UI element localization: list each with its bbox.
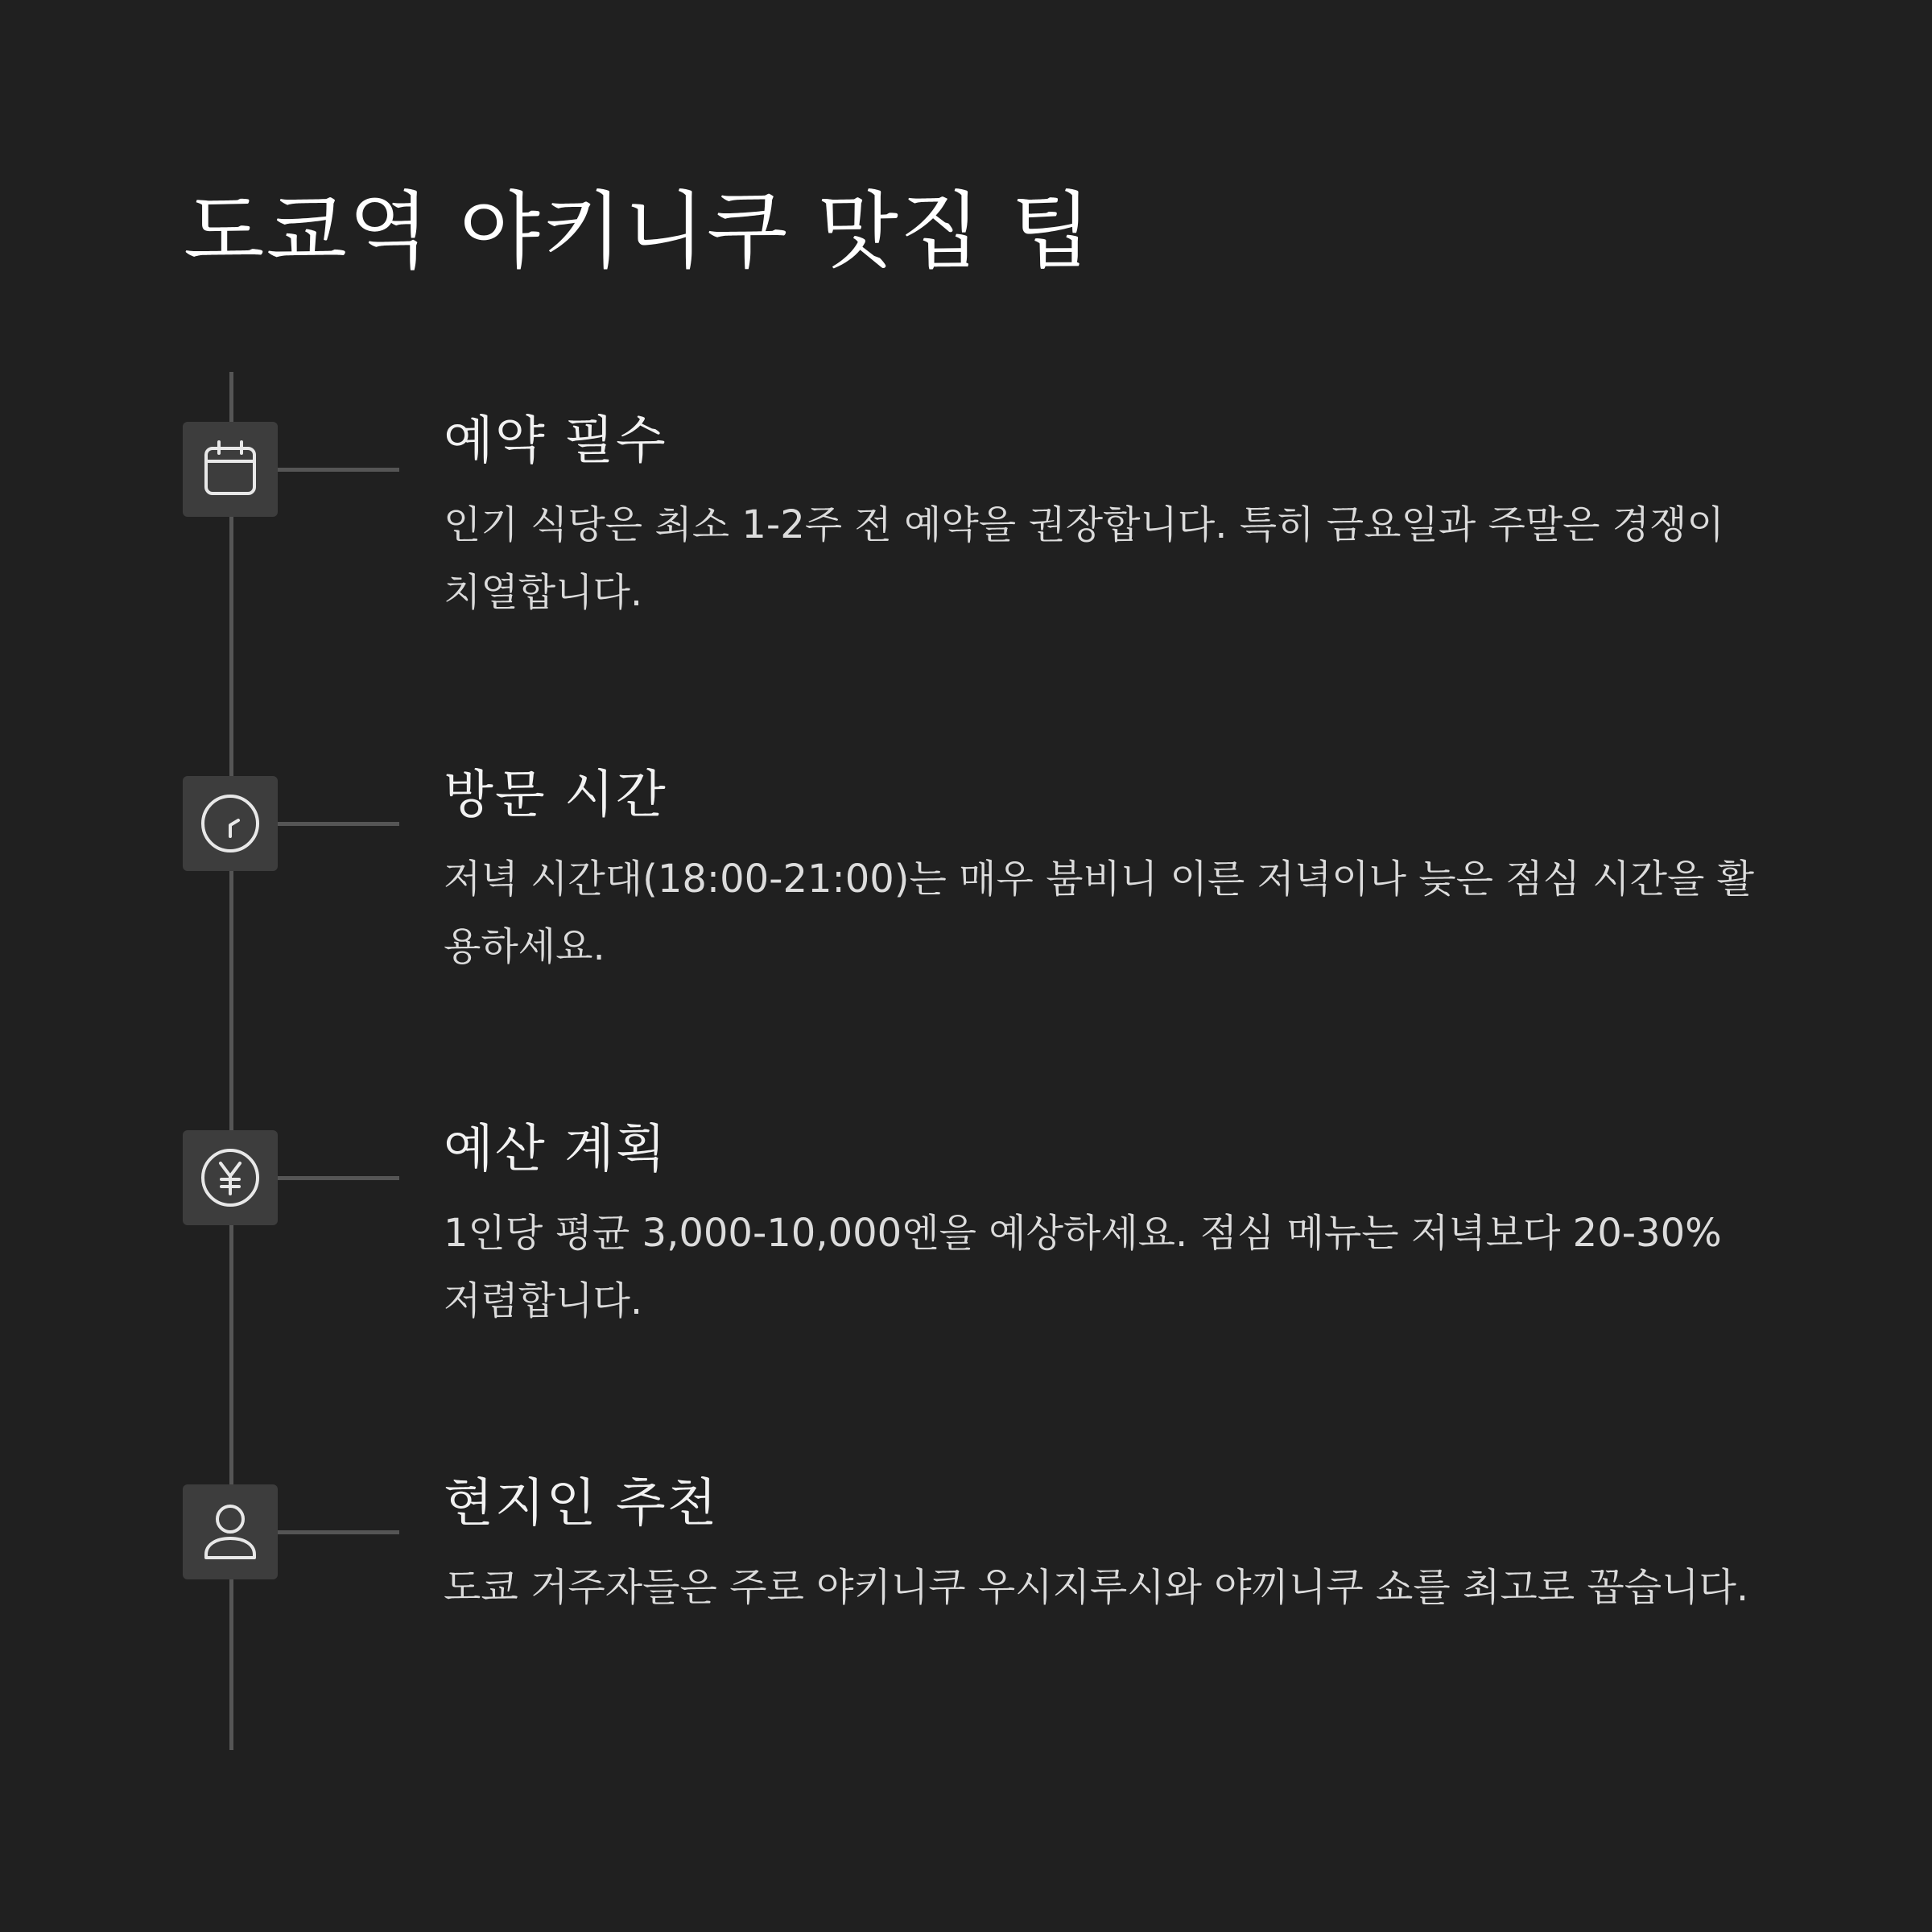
tip-item-local-recommendation <box>0 1435 1932 1740</box>
tip-heading: 예약 필수 <box>444 411 667 471</box>
tip-connector <box>278 1176 399 1180</box>
yen-icon <box>198 1146 262 1210</box>
tip-heading: 현지인 추천 <box>444 1474 719 1534</box>
tip-icon-box <box>183 422 278 517</box>
calendar-icon <box>198 437 262 502</box>
tip-connector <box>278 468 399 472</box>
tip-icon-box <box>183 1484 278 1579</box>
tip-item-visit-time <box>0 726 1932 1032</box>
tip-item-budget <box>0 1080 1932 1386</box>
tip-body: 인기 식당은 최소 1-2주 전 예약을 권장합니다. 특히 금요일과 주말은 경쟁이 치열합니다. <box>444 502 1724 615</box>
tip-icon-box <box>183 1130 278 1225</box>
clock-icon <box>198 791 262 856</box>
tip-heading: 예산 계획 <box>444 1120 667 1179</box>
tip-icon-box <box>183 776 278 871</box>
tip-connector <box>278 1530 399 1534</box>
person-icon <box>198 1500 262 1564</box>
tip-body: 저녁 시간대(18:00-21:00)는 매우 붐비니 이른 저녁이나 늦은 점심 시간을 활용하세요. <box>444 857 1754 969</box>
tip-connector <box>278 822 399 826</box>
tip-body: 도쿄 거주자들은 주로 야키니쿠 우시지루시와 야끼니쿠 쇼를 최고로 꼽습니다. <box>444 1565 1749 1610</box>
tip-body: 1인당 평균 3,000-10,000엔을 예상하세요. 점심 메뉴는 저녁보다 20-30% 저렴합니다. <box>444 1211 1722 1323</box>
page-title: 도쿄역 야키니쿠 맛집 팁 <box>184 182 1093 280</box>
tip-heading: 방문 시간 <box>444 766 667 825</box>
tip-item-reservation <box>0 372 1932 678</box>
